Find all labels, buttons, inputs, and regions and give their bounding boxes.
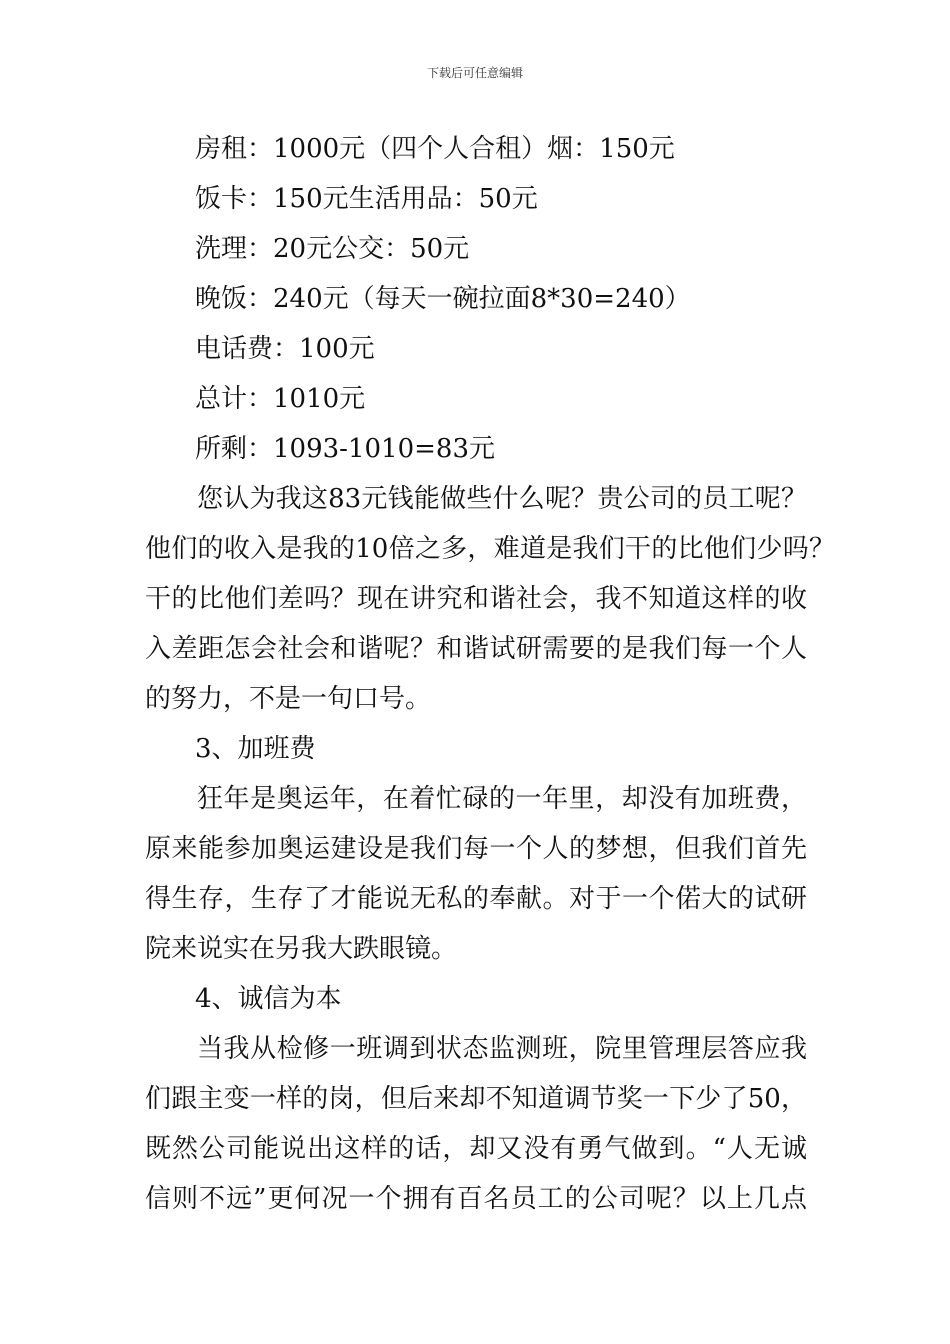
expense-total: 总计：1010元 bbox=[195, 384, 366, 414]
paragraph-line: 他们的收入是我的10倍之多，难道是我们干的比他们少吗？ bbox=[145, 534, 835, 564]
paragraph-line: 得生存，生存了才能说无私的奉献。对于一个偌大的试研 bbox=[145, 884, 807, 914]
expense-rent-smoke: 房租：1000元（四个人合租）烟：150元 bbox=[195, 134, 675, 164]
paragraph-line: 既然公司能说出这样的话，却又没有勇气做到。“人无诚 bbox=[145, 1134, 807, 1164]
section-heading-overtime: 3、加班费 bbox=[195, 734, 316, 764]
expense-dinner: 晚饭：240元（每天一碗拉面8*30=240） bbox=[195, 284, 691, 314]
expense-phone: 电话费：100元 bbox=[195, 334, 375, 364]
expense-meal-card: 饭卡：150元生活用品：50元 bbox=[195, 184, 538, 214]
expense-grooming: 洗理：20元公交：50元 bbox=[195, 234, 470, 264]
paragraph-line: 原来能参加奥运建设是我们每一个人的梦想，但我们首先 bbox=[145, 834, 807, 864]
paragraph-line: 信则不远”更何况一个拥有百名员工的公司呢？以上几点 bbox=[145, 1184, 807, 1214]
expense-remaining: 所剩：1093-1010=83元 bbox=[195, 434, 495, 464]
paragraph-line: 的努力，不是一句口号。 bbox=[145, 684, 432, 714]
paragraph-line: 当我从检修一班调到状态监测班，院里管理层答应我 bbox=[197, 1034, 807, 1064]
paragraph-line: 干的比他们差吗？现在讲究和谐社会，我不知道这样的收 bbox=[145, 584, 807, 614]
page-header-note: 下载后可任意编辑 bbox=[426, 66, 523, 80]
paragraph-line: 您认为我这83元钱能做些什么呢？贵公司的员工呢？ bbox=[197, 484, 807, 514]
paragraph-line: 院来说实在另我大跌眼镜。 bbox=[145, 934, 458, 964]
paragraph-line: 狂年是奥运年，在着忙碌的一年里，却没有加班费， bbox=[197, 784, 807, 814]
paragraph-line: 入差距怎会社会和谐呢？和谐试研需要的是我们每一个人 bbox=[145, 634, 807, 664]
section-heading-integrity: 4、诚信为本 bbox=[195, 984, 342, 1014]
paragraph-line: 们跟主变一样的岗，但后来却不知道调节奖一下少了50， bbox=[145, 1084, 807, 1114]
